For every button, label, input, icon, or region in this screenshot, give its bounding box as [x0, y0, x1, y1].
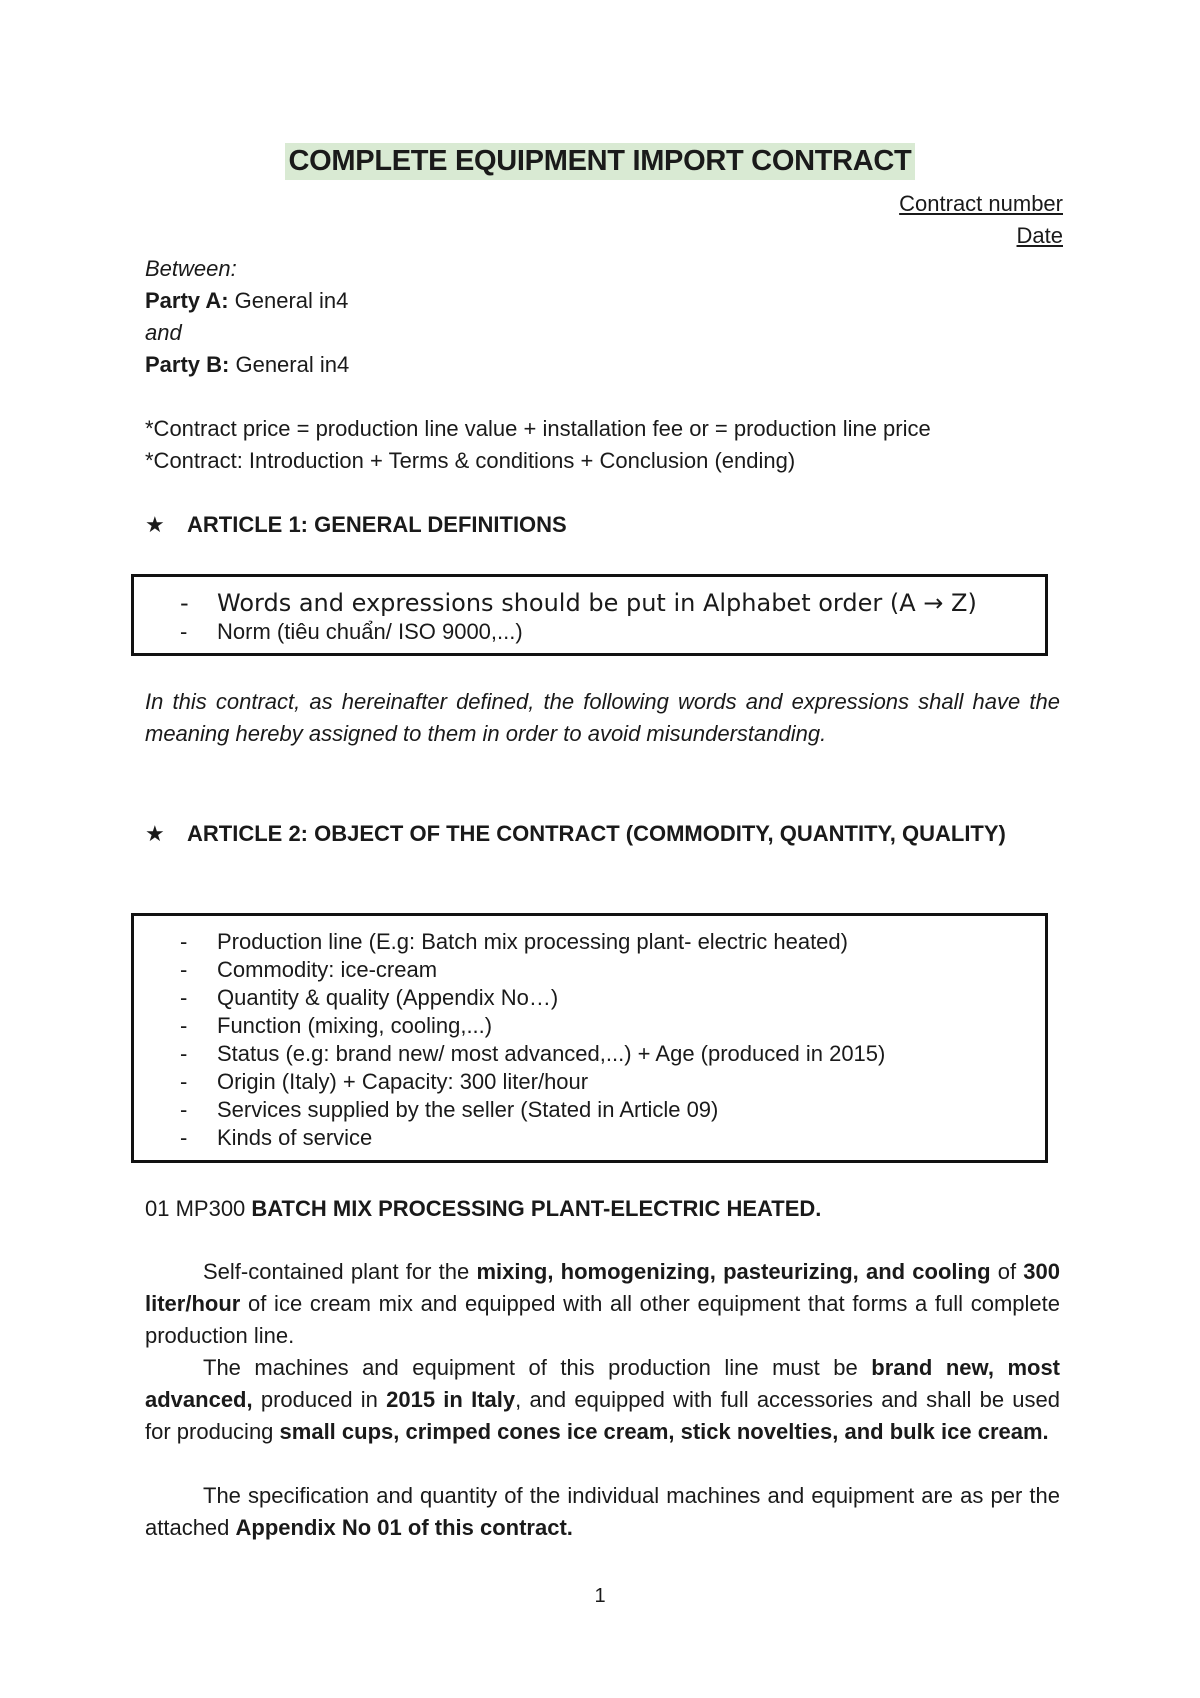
list-item: - Commodity: ice-cream [180, 957, 438, 982]
article-2-box [131, 913, 1048, 1163]
party-b-label: Party B: [145, 352, 230, 377]
note-contract-price: *Contract price = production line value + installation fee or = production line price [145, 416, 931, 441]
star-icon: ★ [145, 512, 165, 537]
party-b-line [145, 352, 349, 378]
note-contract-structure: *Contract: Introduction + Terms & conditions + Conclusion (ending) [145, 448, 796, 473]
list-item: - Quantity & quality (Appendix No…) [180, 985, 559, 1010]
document-title: COMPLETE EQUIPMENT IMPORT CONTRACT [285, 143, 916, 180]
definition-paragraph: In this contract, as hereinafter defined, the following words and expressions shall have the meaning hereby assigned to them in order to avoid misunderstanding. [145, 689, 1060, 746]
title-container [0, 143, 1200, 180]
item-name: BATCH MIX PROCESSING PLANT-ELECTRIC HEATED. [251, 1196, 822, 1221]
and-label: and [145, 320, 182, 345]
dash-bullet: - [180, 619, 188, 644]
item-line [145, 1196, 821, 1222]
party-a-value: General in4 [228, 288, 349, 313]
list-item: - Words and expressions should be put in Alphabet order (A → Z) [180, 589, 977, 617]
article-1-title: ARTICLE 1: GENERAL DEFINITIONS [187, 512, 567, 537]
dash-bullet: - [180, 957, 188, 982]
party-a-line [145, 288, 348, 314]
dash-bullet: - [180, 1097, 188, 1122]
list-item: - Kinds of service [180, 1125, 373, 1150]
dash-bullet: - [180, 929, 188, 954]
paragraph-plant-description: Self-contained plant for the mixing, homogenizing, pasteurizing, and cooling of 300 liter/hour of ice cream mix and equipped with all other equipment that forms a full complete production line. [145, 1259, 1060, 1348]
dash-bullet: - [180, 1069, 188, 1094]
list-item: - Services supplied by the seller (Stated in Article 09) [180, 1097, 719, 1122]
paragraph-specification: The specification and quantity of the individual machines and equipment are as per the attached Appendix No 01 of this contract. [145, 1483, 1060, 1540]
article-2-heading [145, 818, 1060, 850]
list-item: - Function (mixing, cooling,...) [180, 1013, 493, 1038]
dash-bullet: - [180, 985, 188, 1010]
dash-bullet: - [180, 1125, 188, 1150]
dash-bullet: - [180, 1013, 188, 1038]
star-icon: ★ [145, 821, 165, 846]
list-item: - Production line (E.g: Batch mix processing plant- electric heated) [180, 929, 848, 954]
article-1-box [131, 574, 1048, 656]
list-item: - Norm (tiêu chuẩn/ ISO 9000,...) [180, 619, 523, 644]
contract-number-label: Contract number [899, 191, 1063, 216]
article-1-heading [145, 512, 567, 538]
party-a-label: Party A: [145, 288, 229, 313]
page-number: 1 [594, 1585, 606, 1607]
list-item: - Origin (Italy) + Capacity: 300 liter/hour [180, 1069, 589, 1094]
date-label: Date [1016, 223, 1063, 248]
list-item: - Status (e.g: brand new/ most advanced,...) + Age (produced in 2015) [180, 1041, 886, 1066]
dash-bullet: - [180, 1041, 188, 1066]
dash-bullet: - [180, 589, 189, 617]
item-code: 01 MP300 [145, 1196, 252, 1221]
paragraph-machine-requirements: The machines and equipment of this production line must be brand new, most advanced, produced in 2015 in Italy, and equipped with full accessories and shall be used for producing small cups, crimped cones ice cream, stick novelties, and bulk ice cream. [145, 1355, 1061, 1444]
party-b-value: General in4 [229, 352, 350, 377]
between-label: Between: [145, 256, 237, 281]
article-2-title: ARTICLE 2: OBJECT OF THE CONTRACT (COMMODITY, QUANTITY, QUALITY) [187, 821, 1006, 846]
